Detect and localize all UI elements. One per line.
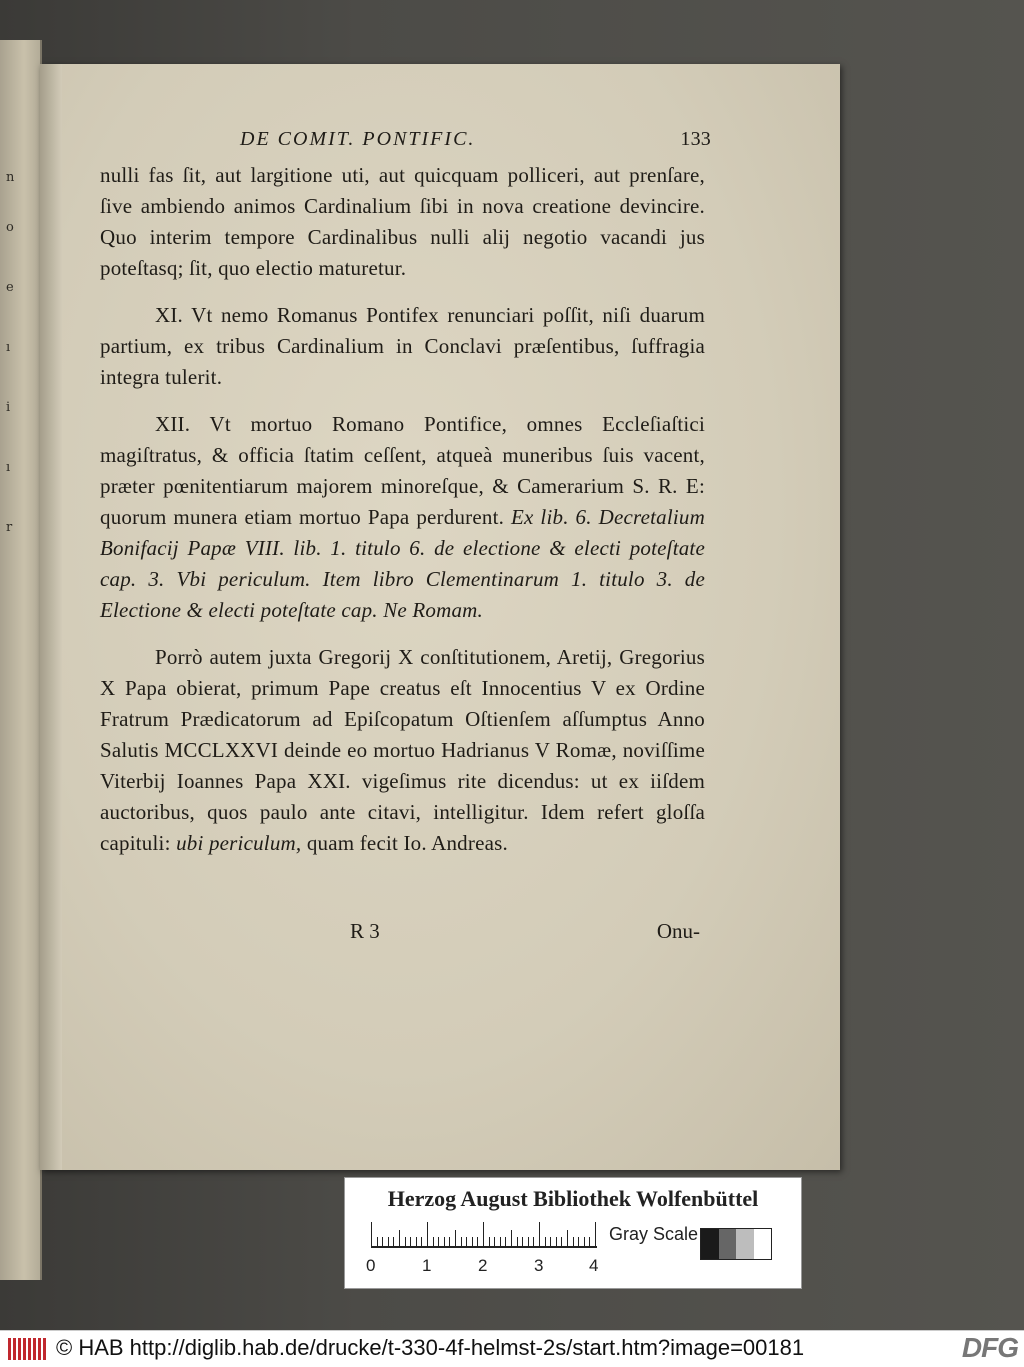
previous-page-edge: n o e ı i ı r [0,40,42,1280]
ruler-tick [595,1222,596,1248]
page-gutter [40,64,62,1170]
ruler-tick [489,1237,490,1248]
ruler-tick [399,1230,400,1248]
ruler-tick [545,1237,546,1248]
ruler-tick [433,1237,434,1248]
paragraph-final-end: quam fecit Io. Andreas. [306,831,508,855]
ruler-tick [505,1237,506,1248]
ruler-tick [556,1237,557,1248]
ruler-tick [522,1237,523,1248]
ruler-tick [416,1237,417,1248]
page-header [100,124,711,154]
footer-url-text[interactable]: © HAB http://diglib.hab.de/drucke/t-330-4f-helmst-2s/start.htm?image=00181 [56,1335,805,1360]
scale-number-0: 0 [366,1256,376,1275]
ruler-tick [382,1237,383,1248]
ruler-tick [477,1237,478,1248]
body-text [100,160,705,859]
gray-scale-label: Gray Scale [609,1224,699,1244]
ruler-tick [455,1230,456,1248]
ruler-tick [393,1237,394,1248]
scale-number-3: 3 [534,1256,544,1275]
paragraph-xi: XI. Vt nemo Romanus Pontifex renunciari poſſit, niſi duarum partium, ex tribus Cardinalium in Conclavi præſentibus, ſuffragia integra tulerit. [100,303,705,389]
paragraph-xii [100,409,705,626]
ruler-tick [466,1237,467,1248]
color-calibration-bar [344,1177,802,1289]
ruler-tick [371,1222,372,1248]
paragraph-final [100,642,705,859]
ruler-tick [584,1237,585,1248]
ruler-tick [533,1237,534,1248]
ruler-tick [410,1237,411,1248]
book-page [40,64,840,1170]
ruler-tick [377,1237,378,1248]
gray-swatch [719,1229,737,1259]
gray-swatch [736,1229,754,1259]
paragraph-xii-text: XII. Vt mortuo Romano Pontifice, omnes Eccleſiaſtici magiſtratus, & officia ſtatim ceſſent, atqueà muneribus ſuis vacent, præter pœnitentiarum majorem minoreſque, & Camerarium S. R. E: quorum munera etiam mortuo Papa perdurent. [100,412,705,529]
ruler-tick [578,1237,579,1248]
signature-mark: R 3 [350,919,380,943]
ruler-tick [461,1237,462,1248]
scale-number-4: 4 [589,1256,599,1275]
ruler-tick [427,1222,428,1248]
ruler-tick [449,1237,450,1248]
ruler-tick [573,1237,574,1248]
ruler-tick [388,1237,389,1248]
ruler-tick [405,1237,406,1248]
ruler-tick [438,1237,439,1248]
ruler-scale [371,1224,597,1254]
citation-inline: ubi periculum, [176,831,302,855]
viewer-footer [0,1330,1024,1367]
paragraph-1: nulli fas ſit, aut largitione uti, aut quicquam polliceri, aut prenſare, ſive ambiendo animos Cardinalium ſibi in nova creatione devincire. Quo interim tempore Cardinalibus nulli alij negotio vacandi jus poteſtasq; ſit, quo electio maturetur. [100,163,705,280]
gray-swatch [701,1229,719,1259]
ruler-tick [500,1237,501,1248]
page-number: 133 [680,128,711,150]
hab-logo-icon [8,1338,46,1360]
ruler-tick [511,1230,512,1248]
bleed-through-text [120,864,680,886]
ruler-tick [528,1237,529,1248]
ruler-tick [567,1230,568,1248]
ruler-tick [561,1237,562,1248]
color-bar-title: Herzog August Bibliothek Wolfenbüttel [387,1186,759,1211]
citation: Ex lib. 6. Decretalium Bonifacij Papæ VIII. lib. 1. titulo 6. de electione & electi poteſtate cap. 3. Vbi periculum. Item libro Clementinarum 1. titulo 3. de Electione & electi poteſtate cap. Ne Romam. [100,505,705,622]
ruler-tick [494,1237,495,1248]
paragraph-final-text: Porrò autem juxta Gregorij X conſtitutionem, Aretij, Gregorius X Papa obierat, primum Pape creatus eſt Innocentius V ex Ordine Fratrum Prædicatorum ad Epiſcopatum Oſtienſem aſſumptus Anno Salutis MCCLXXVI deinde eo mortuo Hadrianus V Romæ, noviſſime Viterbij Ioannes Papa XXI. vigeſimus rite dicendus: ut ex iiſdem auctoribus, quos paulo ante citavi, intelligitur. Idem refert gloſſa capituli: [100,645,705,855]
scale-number-2: 2 [478,1256,488,1275]
gray-swatch [754,1229,772,1259]
ruler-tick [421,1237,422,1248]
ruler-tick [472,1237,473,1248]
dfg-logo: DFG [961,1332,1018,1363]
ruler-tick [539,1222,540,1248]
ruler-tick [517,1237,518,1248]
ruler-tick [550,1237,551,1248]
page-footer-line [100,919,700,950]
running-head: DE COMIT. PONTIFIC. [240,128,476,150]
ruler-tick [444,1237,445,1248]
ruler-tick [483,1222,484,1248]
scale-number-1: 1 [422,1256,432,1275]
gray-swatches [700,1228,772,1260]
ruler-tick [589,1237,590,1248]
catchword: Onu- [656,919,700,943]
